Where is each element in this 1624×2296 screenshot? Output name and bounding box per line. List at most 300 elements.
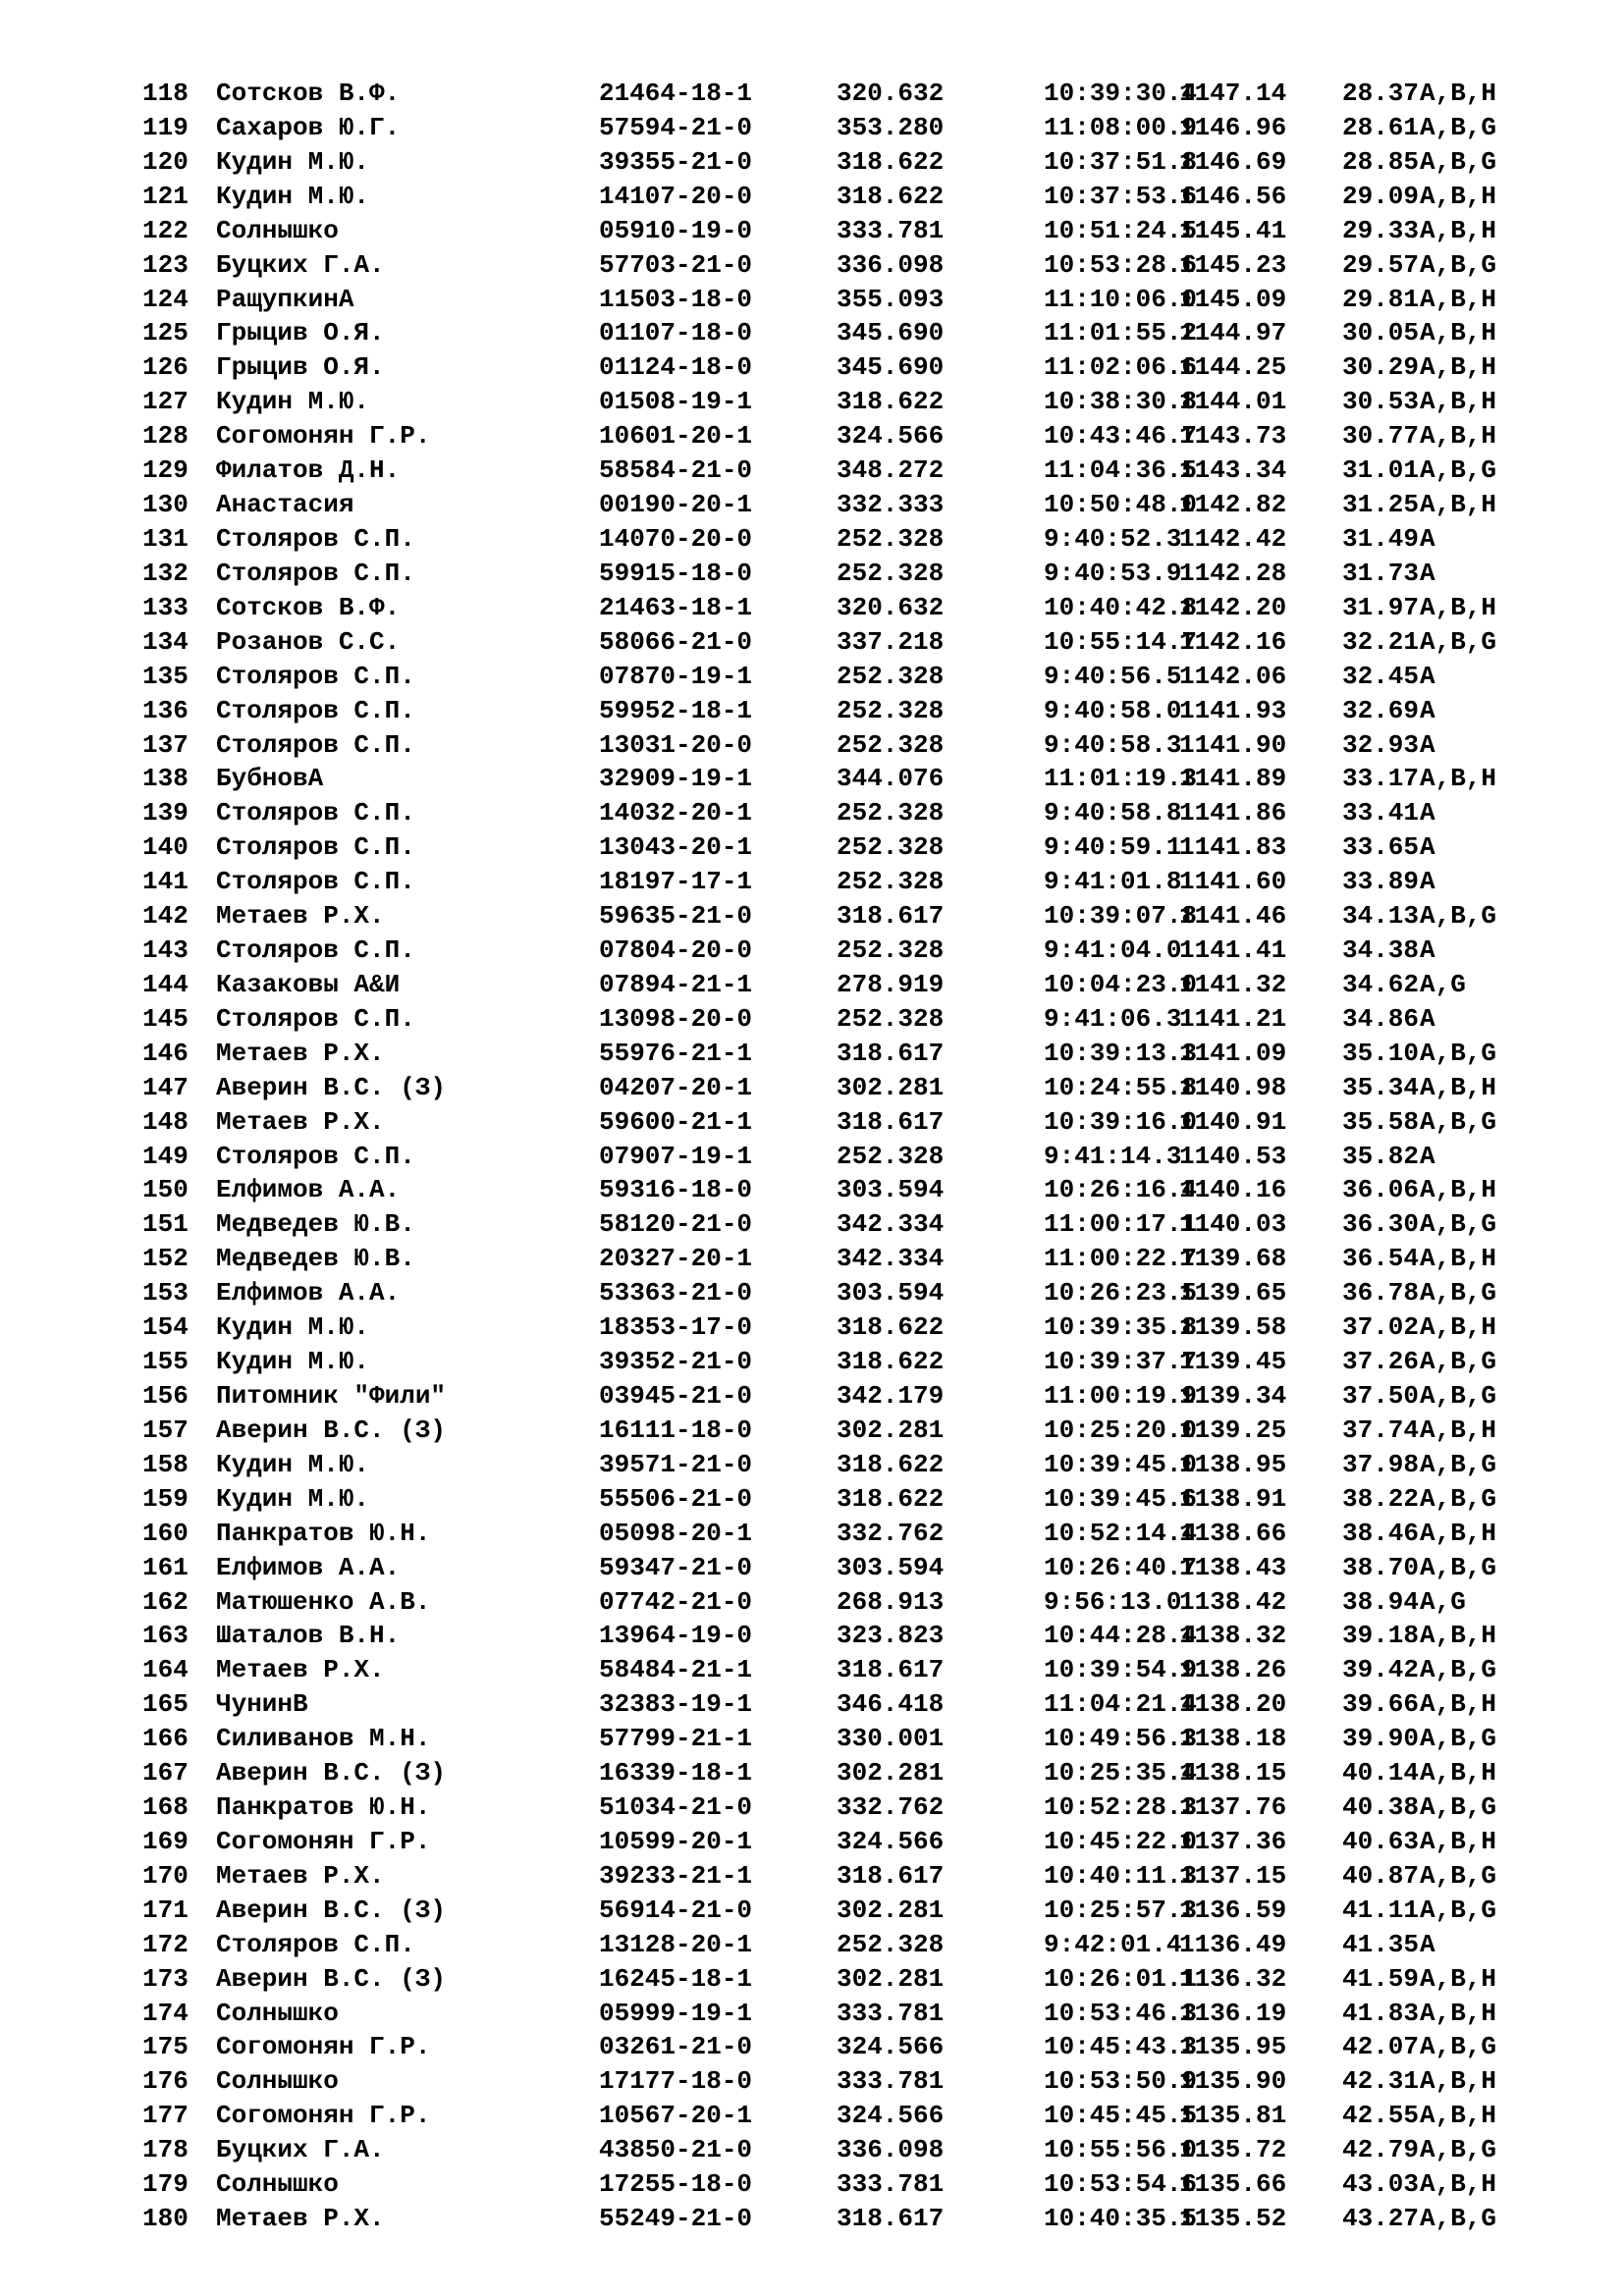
- ring-number-cell: 03261-21-0: [599, 2032, 753, 2062]
- speed-cell: 1145.23: [1179, 249, 1287, 280]
- fancier-name-cell: Метаев Р.Х.: [216, 901, 385, 932]
- distance-cell: 252.328: [837, 1929, 945, 1959]
- rank-cell: 178: [142, 2135, 189, 2165]
- fancier-name-cell: Кудин М.Ю.: [216, 1483, 370, 1514]
- ring-number-cell: 39352-21-0: [599, 1347, 753, 1376]
- category-cell: A,B,G: [1420, 1347, 1497, 1376]
- coefficient-cell: 31.01: [1342, 455, 1420, 486]
- fancier-name-cell: Матюшенко А.В.: [216, 1586, 431, 1617]
- distance-cell: 324.566: [837, 2101, 945, 2131]
- arrival-time-cell: 11:01:19.3: [1044, 764, 1198, 794]
- arrival-time-cell: 10:39:45.0: [1044, 1449, 1198, 1479]
- table-row: [0, 1790, 1624, 1825]
- table-row: [0, 1722, 1624, 1756]
- coefficient-cell: 37.50: [1342, 1381, 1420, 1411]
- rank-cell: 129: [142, 455, 189, 486]
- rank-cell: 137: [142, 729, 189, 760]
- arrival-time-cell: 10:25:35.4: [1044, 1758, 1198, 1789]
- speed-cell: 1135.90: [1179, 2066, 1287, 2097]
- distance-cell: 318.622: [837, 1312, 945, 1343]
- speed-cell: 1144.97: [1179, 318, 1287, 348]
- speed-cell: 1144.25: [1179, 352, 1287, 383]
- distance-cell: 342.334: [837, 1209, 945, 1240]
- table-row: [0, 1517, 1624, 1551]
- ring-number-cell: 16245-18-1: [599, 1963, 753, 1994]
- fancier-name-cell: Солнышко: [216, 2169, 339, 2200]
- arrival-time-cell: 11:04:21.4: [1044, 1689, 1198, 1720]
- fancier-name-cell: Сахаров Ю.Г.: [216, 112, 401, 142]
- table-row: [0, 419, 1624, 454]
- arrival-time-cell: 10:52:14.4: [1044, 1518, 1198, 1548]
- distance-cell: 252.328: [837, 798, 945, 828]
- rank-cell: 165: [142, 1689, 189, 1720]
- category-cell: A,B,H: [1420, 421, 1497, 452]
- coefficient-cell: 32.45: [1342, 661, 1420, 691]
- arrival-time-cell: 10:40:35.5: [1044, 2204, 1198, 2233]
- table-row: [0, 762, 1624, 796]
- speed-cell: 1138.26: [1179, 1655, 1287, 1685]
- table-row: [0, 899, 1624, 934]
- speed-cell: 1142.42: [1179, 524, 1287, 554]
- speed-cell: 1136.59: [1179, 1895, 1287, 1925]
- rank-cell: 124: [142, 284, 189, 314]
- rank-cell: 118: [142, 79, 189, 108]
- arrival-time-cell: 9:41:04.0: [1044, 935, 1182, 965]
- category-cell: A,B,G: [1420, 1038, 1497, 1068]
- fancier-name-cell: Аверин В.С. (З): [216, 1072, 447, 1102]
- rank-cell: 125: [142, 318, 189, 348]
- category-cell: A,B,H: [1420, 1963, 1497, 1994]
- ring-number-cell: 00190-20-1: [599, 490, 753, 519]
- ring-number-cell: 17255-18-0: [599, 2169, 753, 2200]
- category-cell: A,B,H: [1420, 1621, 1497, 1651]
- ring-number-cell: 03945-21-0: [599, 1381, 753, 1411]
- rank-cell: 132: [142, 558, 189, 588]
- coefficient-cell: 40.14: [1342, 1758, 1420, 1789]
- distance-cell: 348.272: [837, 455, 945, 486]
- category-cell: A,B,H: [1420, 1244, 1497, 1274]
- coefficient-cell: 34.13: [1342, 901, 1420, 932]
- coefficient-cell: 35.58: [1342, 1106, 1420, 1137]
- category-cell: A,G: [1420, 1586, 1466, 1617]
- coefficient-cell: 35.34: [1342, 1072, 1420, 1102]
- distance-cell: 318.622: [837, 181, 945, 211]
- coefficient-cell: 38.22: [1342, 1483, 1420, 1514]
- speed-cell: 1142.16: [1179, 626, 1287, 657]
- rank-cell: 119: [142, 112, 189, 142]
- table-row: [0, 1997, 1624, 2031]
- distance-cell: 252.328: [837, 695, 945, 725]
- ring-number-cell: 59347-21-0: [599, 1552, 753, 1582]
- arrival-time-cell: 11:02:06.6: [1044, 352, 1198, 383]
- table-row: [0, 557, 1624, 591]
- ring-number-cell: 16111-18-0: [599, 1415, 753, 1445]
- speed-cell: 1138.20: [1179, 1689, 1287, 1720]
- speed-cell: 1141.09: [1179, 1038, 1287, 1068]
- rank-cell: 140: [142, 832, 189, 863]
- coefficient-cell: 39.42: [1342, 1655, 1420, 1685]
- table-row: [0, 1825, 1624, 1859]
- distance-cell: 252.328: [837, 1003, 945, 1034]
- distance-cell: 318.617: [837, 901, 945, 932]
- arrival-time-cell: 10:26:01.1: [1044, 1963, 1198, 1994]
- rank-cell: 133: [142, 592, 189, 622]
- rank-cell: 150: [142, 1175, 189, 1205]
- speed-cell: 1139.34: [1179, 1381, 1287, 1411]
- category-cell: A,B,G: [1420, 2204, 1497, 2233]
- coefficient-cell: 41.35: [1342, 1929, 1420, 1959]
- speed-cell: 1141.60: [1179, 867, 1287, 897]
- distance-cell: 333.781: [837, 215, 945, 245]
- category-cell: A,B,H: [1420, 284, 1497, 314]
- ring-number-cell: 51034-21-0: [599, 1792, 753, 1822]
- category-cell: A,B,H: [1420, 181, 1497, 211]
- arrival-time-cell: 10:39:16.0: [1044, 1106, 1198, 1137]
- distance-cell: 302.281: [837, 1072, 945, 1102]
- category-cell: A,B,G: [1420, 1483, 1497, 1514]
- ring-number-cell: 57799-21-1: [599, 1724, 753, 1754]
- distance-cell: 252.328: [837, 832, 945, 863]
- coefficient-cell: 32.69: [1342, 695, 1420, 725]
- category-cell: A,B,H: [1420, 490, 1497, 519]
- fancier-name-cell: Кудин М.Ю.: [216, 1312, 370, 1343]
- category-cell: A,B,H: [1420, 1826, 1497, 1856]
- fancier-name-cell: Панкратов Ю.Н.: [216, 1792, 431, 1822]
- table-row: [0, 660, 1624, 694]
- arrival-time-cell: 10:49:56.3: [1044, 1724, 1198, 1754]
- coefficient-cell: 40.63: [1342, 1826, 1420, 1856]
- arrival-time-cell: 10:55:56.0: [1044, 2135, 1198, 2165]
- category-cell: A,B,H: [1420, 318, 1497, 348]
- table-row: [0, 1037, 1624, 1071]
- arrival-time-cell: 11:00:17.1: [1044, 1209, 1198, 1240]
- ring-number-cell: 21463-18-1: [599, 592, 753, 622]
- table-row: [0, 2064, 1624, 2099]
- table-row: [0, 350, 1624, 385]
- coefficient-cell: 40.38: [1342, 1792, 1420, 1822]
- speed-cell: 1139.25: [1179, 1415, 1287, 1445]
- category-cell: A,B,H: [1420, 79, 1497, 108]
- distance-cell: 320.632: [837, 592, 945, 622]
- arrival-time-cell: 10:40:42.8: [1044, 592, 1198, 622]
- rank-cell: 175: [142, 2032, 189, 2062]
- category-cell: A,B,H: [1420, 1758, 1497, 1789]
- coefficient-cell: 35.82: [1342, 1141, 1420, 1171]
- table-row: [0, 934, 1624, 968]
- rank-cell: 135: [142, 661, 189, 691]
- rank-cell: 121: [142, 181, 189, 211]
- coefficient-cell: 29.09: [1342, 181, 1420, 211]
- rank-cell: 144: [142, 969, 189, 999]
- ring-number-cell: 07804-20-0: [599, 935, 753, 965]
- distance-cell: 318.617: [837, 2204, 945, 2233]
- fancier-name-cell: БубновА: [216, 764, 324, 794]
- distance-cell: 318.617: [837, 1860, 945, 1891]
- arrival-time-cell: 9:40:53.9: [1044, 558, 1182, 588]
- speed-cell: 1136.19: [1179, 1998, 1287, 2028]
- coefficient-cell: 28.61: [1342, 112, 1420, 142]
- category-cell: A: [1420, 1929, 1435, 1959]
- table-row: [0, 694, 1624, 728]
- coefficient-cell: 30.05: [1342, 318, 1420, 348]
- rank-cell: 167: [142, 1758, 189, 1789]
- arrival-time-cell: 10:45:22.0: [1044, 1826, 1198, 1856]
- fancier-name-cell: Кудин М.Ю.: [216, 181, 370, 211]
- coefficient-cell: 41.83: [1342, 1998, 1420, 2028]
- ring-number-cell: 13964-19-0: [599, 1621, 753, 1651]
- category-cell: A,B,H: [1420, 2066, 1497, 2097]
- fancier-name-cell: Столяров С.П.: [216, 1141, 415, 1171]
- rank-cell: 142: [142, 901, 189, 932]
- rank-cell: 166: [142, 1724, 189, 1754]
- rank-cell: 171: [142, 1895, 189, 1925]
- coefficient-cell: 42.31: [1342, 2066, 1420, 2097]
- ring-number-cell: 43850-21-0: [599, 2135, 753, 2165]
- rank-cell: 153: [142, 1278, 189, 1308]
- speed-cell: 1140.98: [1179, 1072, 1287, 1102]
- ring-number-cell: 10599-20-1: [599, 1826, 753, 1856]
- arrival-time-cell: 10:45:45.5: [1044, 2101, 1198, 2131]
- speed-cell: 1147.14: [1179, 79, 1287, 108]
- ring-number-cell: 10601-20-1: [599, 421, 753, 452]
- fancier-name-cell: Розанов С.С.: [216, 626, 401, 657]
- fancier-name-cell: Столяров С.П.: [216, 867, 415, 897]
- category-cell: A: [1420, 1003, 1435, 1034]
- category-cell: A,B,H: [1420, 2169, 1497, 2200]
- ring-number-cell: 18353-17-0: [599, 1312, 753, 1343]
- rank-cell: 155: [142, 1347, 189, 1376]
- coefficient-cell: 38.70: [1342, 1552, 1420, 1582]
- fancier-name-cell: Согомонян Г.Р.: [216, 2032, 431, 2062]
- fancier-name-cell: Метаев Р.Х.: [216, 1655, 385, 1685]
- category-cell: A,B,G: [1420, 1209, 1497, 1240]
- speed-cell: 1141.83: [1179, 832, 1287, 863]
- fancier-name-cell: Согомонян Г.Р.: [216, 2101, 431, 2131]
- table-row: [0, 1173, 1624, 1207]
- speed-cell: 1141.41: [1179, 935, 1287, 965]
- fancier-name-cell: Шаталов В.Н.: [216, 1621, 401, 1651]
- fancier-name-cell: Панкратов Ю.Н.: [216, 1518, 431, 1548]
- ring-number-cell: 59915-18-0: [599, 558, 753, 588]
- speed-cell: 1136.49: [1179, 1929, 1287, 1959]
- ring-number-cell: 59952-18-1: [599, 695, 753, 725]
- table-row: [0, 1140, 1624, 1174]
- fancier-name-cell: Буцких Г.А.: [216, 249, 385, 280]
- category-cell: A: [1420, 867, 1435, 897]
- rank-cell: 145: [142, 1003, 189, 1034]
- fancier-name-cell: ЧунинВ: [216, 1689, 308, 1720]
- ring-number-cell: 39233-21-1: [599, 1860, 753, 1891]
- category-cell: A,B,H: [1420, 592, 1497, 622]
- ring-number-cell: 55506-21-0: [599, 1483, 753, 1514]
- coefficient-cell: 31.97: [1342, 592, 1420, 622]
- arrival-time-cell: 10:55:14.7: [1044, 626, 1198, 657]
- fancier-name-cell: Солнышко: [216, 1998, 339, 2028]
- ring-number-cell: 39355-21-0: [599, 146, 753, 177]
- speed-cell: 1139.65: [1179, 1278, 1287, 1308]
- ring-number-cell: 17177-18-0: [599, 2066, 753, 2097]
- table-row: [0, 2030, 1624, 2064]
- arrival-time-cell: 10:53:50.9: [1044, 2066, 1198, 2097]
- distance-cell: 345.690: [837, 352, 945, 383]
- fancier-name-cell: Согомонян Г.Р.: [216, 421, 431, 452]
- distance-cell: 344.076: [837, 764, 945, 794]
- ring-number-cell: 58484-21-1: [599, 1655, 753, 1685]
- table-row: [0, 728, 1624, 763]
- arrival-time-cell: 10:39:35.8: [1044, 1312, 1198, 1343]
- ring-number-cell: 07742-21-0: [599, 1586, 753, 1617]
- fancier-name-cell: Метаев Р.Х.: [216, 1860, 385, 1891]
- distance-cell: 324.566: [837, 2032, 945, 2062]
- ring-number-cell: 53363-21-0: [599, 1278, 753, 1308]
- ring-number-cell: 13043-20-1: [599, 832, 753, 863]
- rank-cell: 149: [142, 1141, 189, 1171]
- ring-number-cell: 56914-21-0: [599, 1895, 753, 1925]
- arrival-time-cell: 10:39:30.4: [1044, 79, 1198, 108]
- fancier-name-cell: Солнышко: [216, 2066, 339, 2097]
- fancier-name-cell: Питомник "Фили": [216, 1381, 447, 1411]
- speed-cell: 1141.21: [1179, 1003, 1287, 1034]
- distance-cell: 303.594: [837, 1278, 945, 1308]
- rank-cell: 180: [142, 2204, 189, 2233]
- speed-cell: 1146.69: [1179, 146, 1287, 177]
- speed-cell: 1141.86: [1179, 798, 1287, 828]
- fancier-name-cell: Елфимов А.А.: [216, 1278, 401, 1308]
- distance-cell: 333.781: [837, 1998, 945, 2028]
- coefficient-cell: 41.59: [1342, 1963, 1420, 1994]
- speed-cell: 1138.66: [1179, 1518, 1287, 1548]
- table-row: [0, 1207, 1624, 1242]
- speed-cell: 1139.68: [1179, 1244, 1287, 1274]
- distance-cell: 345.690: [837, 318, 945, 348]
- distance-cell: 333.781: [837, 2066, 945, 2097]
- rank-cell: 122: [142, 215, 189, 245]
- arrival-time-cell: 10:40:11.3: [1044, 1860, 1198, 1891]
- speed-cell: 1138.43: [1179, 1552, 1287, 1582]
- rank-cell: 179: [142, 2169, 189, 2200]
- coefficient-cell: 30.29: [1342, 352, 1420, 383]
- coefficient-cell: 37.98: [1342, 1449, 1420, 1479]
- fancier-name-cell: Кудин М.Ю.: [216, 146, 370, 177]
- speed-cell: 1138.15: [1179, 1758, 1287, 1789]
- category-cell: A,B,H: [1420, 387, 1497, 417]
- arrival-time-cell: 10:39:45.6: [1044, 1483, 1198, 1514]
- speed-cell: 1142.82: [1179, 490, 1287, 519]
- distance-cell: 303.594: [837, 1175, 945, 1205]
- coefficient-cell: 32.21: [1342, 626, 1420, 657]
- ring-number-cell: 10567-20-1: [599, 2101, 753, 2131]
- category-cell: A: [1420, 935, 1435, 965]
- ring-number-cell: 58120-21-0: [599, 1209, 753, 1240]
- distance-cell: 332.762: [837, 1518, 945, 1548]
- arrival-time-cell: 10:51:24.5: [1044, 215, 1198, 245]
- arrival-time-cell: 10:45:43.3: [1044, 2032, 1198, 2062]
- table-row: [0, 248, 1624, 283]
- fancier-name-cell: Столяров С.П.: [216, 661, 415, 691]
- speed-cell: 1138.18: [1179, 1724, 1287, 1754]
- arrival-time-cell: 9:40:52.3: [1044, 524, 1182, 554]
- rank-cell: 148: [142, 1106, 189, 1137]
- category-cell: A,B,H: [1420, 352, 1497, 383]
- speed-cell: 1137.36: [1179, 1826, 1287, 1856]
- rank-cell: 174: [142, 1998, 189, 2028]
- ring-number-cell: 14107-20-0: [599, 181, 753, 211]
- arrival-time-cell: 9:40:59.1: [1044, 832, 1182, 863]
- coefficient-cell: 34.86: [1342, 1003, 1420, 1034]
- rank-cell: 130: [142, 490, 189, 519]
- category-cell: A,B,G: [1420, 1724, 1497, 1754]
- table-row: [0, 111, 1624, 145]
- arrival-time-cell: 10:25:20.0: [1044, 1415, 1198, 1445]
- speed-cell: 1142.20: [1179, 592, 1287, 622]
- speed-cell: 1138.95: [1179, 1449, 1287, 1479]
- category-cell: A: [1420, 798, 1435, 828]
- distance-cell: 353.280: [837, 112, 945, 142]
- fancier-name-cell: Столяров С.П.: [216, 729, 415, 760]
- rank-cell: 162: [142, 1586, 189, 1617]
- ring-number-cell: 04207-20-1: [599, 1072, 753, 1102]
- category-cell: A,B,H: [1420, 1415, 1497, 1445]
- rank-cell: 169: [142, 1826, 189, 1856]
- fancier-name-cell: Столяров С.П.: [216, 1003, 415, 1034]
- category-cell: A,B,G: [1420, 146, 1497, 177]
- coefficient-cell: 39.90: [1342, 1724, 1420, 1754]
- category-cell: A,B,H: [1420, 2101, 1497, 2131]
- ring-number-cell: 57703-21-0: [599, 249, 753, 280]
- category-cell: A,B,G: [1420, 112, 1497, 142]
- ring-number-cell: 32909-19-1: [599, 764, 753, 794]
- speed-cell: 1141.93: [1179, 695, 1287, 725]
- ring-number-cell: 13031-20-0: [599, 729, 753, 760]
- table-row: [0, 830, 1624, 865]
- speed-cell: 1141.32: [1179, 969, 1287, 999]
- rank-cell: 151: [142, 1209, 189, 1240]
- table-row: [0, 591, 1624, 625]
- arrival-time-cell: 11:00:19.9: [1044, 1381, 1198, 1411]
- ring-number-cell: 13128-20-1: [599, 1929, 753, 1959]
- speed-cell: 1138.91: [1179, 1483, 1287, 1514]
- distance-cell: 278.919: [837, 969, 945, 999]
- coefficient-cell: 38.46: [1342, 1518, 1420, 1548]
- table-row: [0, 1002, 1624, 1037]
- table-row: [0, 145, 1624, 180]
- arrival-time-cell: 11:10:06.0: [1044, 284, 1198, 314]
- arrival-time-cell: 10:04:23.0: [1044, 969, 1198, 999]
- ring-number-cell: 07907-19-1: [599, 1141, 753, 1171]
- category-cell: A,B,G: [1420, 1106, 1497, 1137]
- category-cell: A: [1420, 1141, 1435, 1171]
- rank-cell: 147: [142, 1072, 189, 1102]
- arrival-time-cell: 11:08:00.9: [1044, 112, 1198, 142]
- category-cell: A,B,H: [1420, 764, 1497, 794]
- speed-cell: 1140.16: [1179, 1175, 1287, 1205]
- arrival-time-cell: 11:00:22.7: [1044, 1244, 1198, 1274]
- coefficient-cell: 39.18: [1342, 1621, 1420, 1651]
- category-cell: A,B,G: [1420, 1552, 1497, 1582]
- coefficient-cell: 39.66: [1342, 1689, 1420, 1720]
- table-row: [0, 1310, 1624, 1345]
- rank-cell: 152: [142, 1244, 189, 1274]
- category-cell: A: [1420, 661, 1435, 691]
- arrival-time-cell: 9:56:13.0: [1044, 1586, 1182, 1617]
- coefficient-cell: 31.25: [1342, 490, 1420, 519]
- category-cell: A,G: [1420, 969, 1466, 999]
- coefficient-cell: 36.30: [1342, 1209, 1420, 1240]
- table-row: [0, 1276, 1624, 1310]
- arrival-time-cell: 9:40:58.3: [1044, 729, 1182, 760]
- distance-cell: 252.328: [837, 729, 945, 760]
- distance-cell: 332.762: [837, 1792, 945, 1822]
